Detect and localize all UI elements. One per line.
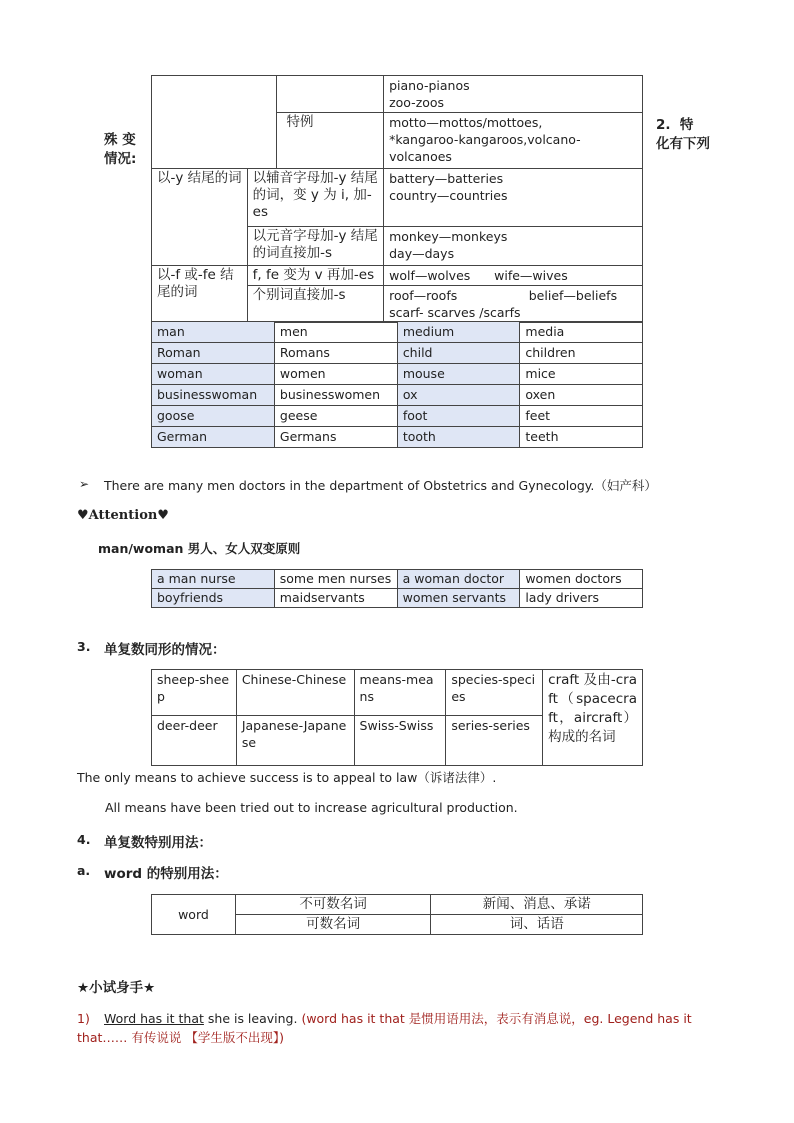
rules-group-label: 以-f 或-fe 结尾的词 [152, 266, 248, 323]
irregular-row-cell: medium [397, 322, 520, 343]
example-sentence: There are many men doctors in the department of Obstetrics and Gynecology.（妇产科） [104, 478, 657, 493]
word-usage-cell: 不可数名词 [235, 895, 431, 915]
irregular-row-cell: mice [520, 364, 643, 385]
section-3-number: 3. [77, 639, 91, 654]
right-side-label: 2. 特 化有下列 [656, 117, 710, 152]
man-woman-row-cell: lady drivers [520, 589, 643, 608]
irregular-row-cell: man [152, 322, 275, 343]
irregular-row-cell: mouse [397, 364, 520, 385]
rules-category: 以辅音字母加-y 结尾的词，变 y 为 i, 加-es [247, 169, 383, 227]
irregular-row-cell: woman [152, 364, 275, 385]
irregular-row-cell: tooth [397, 427, 520, 448]
word-usage-cell: 词、话语 [431, 915, 643, 935]
irregular-row [152, 427, 643, 448]
rules-category: 特例 [277, 113, 384, 169]
section-4-number: 4. [77, 832, 91, 847]
irregular-row-cell: feet [520, 406, 643, 427]
man-woman-table [151, 569, 643, 608]
same-form-cell: means-means [354, 670, 446, 716]
irregular-row [152, 385, 643, 406]
irregular-row [152, 364, 643, 385]
practice-sentence-rest: she is leaving. [203, 1011, 302, 1026]
irregular-row-cell: women [274, 364, 397, 385]
irregular-row-cell: Romans [274, 343, 397, 364]
same-form-cell: Japanese-Japanese [236, 716, 354, 766]
word-usage-cell: 新闻、消息、承诺 [431, 895, 643, 915]
rules-example: motto—mottos/mottoes, *kangaroo-kangaroos,volcano- volcanoes [384, 113, 643, 169]
rules-group-label: 以-y 结尾的词 [152, 169, 248, 266]
rules-cell-empty [277, 76, 384, 113]
rules-example: piano-pianos zoo-zoos [384, 76, 643, 113]
means-sentence-2: All means have been tried out to increase agricultural production. [105, 800, 518, 815]
rules-category: f, fe 变为 v 再加-es [247, 266, 383, 286]
word-usage-cell: 可数名词 [235, 915, 431, 935]
section-a-number: a. [77, 863, 91, 878]
rules-cell-empty [152, 76, 277, 169]
man-woman-rule: man/woman 男人、女人双变原则 [98, 541, 301, 556]
man-woman-row-cell: women doctors [520, 570, 643, 589]
man-woman-row-cell: women servants [397, 589, 520, 608]
irregular-row-cell: German [152, 427, 275, 448]
irregular-row [152, 343, 643, 364]
rules-example: battery—batteries country—countries [384, 169, 643, 227]
man-woman-row-cell: maidservants [274, 589, 397, 608]
irregular-row [152, 322, 643, 343]
rules-category: 个别词直接加-s [247, 286, 383, 323]
irregular-row [152, 406, 643, 427]
left-side-label: 殊 变 情况: [104, 132, 137, 167]
rules-example: roof—roofs belief—beliefs scarf- scarves /scarfs [384, 286, 643, 323]
same-form-cell: series-series [446, 716, 543, 766]
irregular-row-cell: geese [274, 406, 397, 427]
irregular-row-cell: child [397, 343, 520, 364]
section-4-title: 单复数特别用法： [104, 835, 212, 851]
man-woman-row [152, 589, 643, 608]
practice-underlined-phrase: Word has it that [104, 1011, 204, 1026]
craft-cell: craft 及由-craft（spacecraft，aircraft）构成的名词 [543, 670, 643, 766]
practice-title: ★小试身手★ [77, 980, 156, 996]
irregular-row-cell: men [274, 322, 397, 343]
practice-item-number: 1) [77, 1011, 90, 1026]
plural-rules-table [151, 75, 643, 323]
irregular-row-cell: foot [397, 406, 520, 427]
man-woman-row-cell: a man nurse [152, 570, 275, 589]
same-form-cell: deer-deer [152, 716, 237, 766]
attention-heading: ♥Attention♥ [77, 508, 169, 523]
same-form-cell: sheep-sheep [152, 670, 237, 716]
irregular-plurals-table [151, 321, 643, 448]
irregular-row-cell: children [520, 343, 643, 364]
irregular-row-cell: businesswoman [152, 385, 275, 406]
section-3-title: 单复数同形的情况： [104, 642, 226, 658]
same-form-cell: Swiss-Swiss [354, 716, 446, 766]
practice-note: (word has it that 是惯用语用法，表示有消息说，eg. Legend has it that…… 有传说说 【学生版不出现】) [77, 1011, 692, 1045]
word-label: word [152, 895, 236, 935]
irregular-row-cell: Germans [274, 427, 397, 448]
bullet-arrow-icon: ➢ [79, 477, 90, 491]
man-woman-row-cell: boyfriends [152, 589, 275, 608]
irregular-row-cell: media [520, 322, 643, 343]
same-form-cell: species-species [446, 670, 543, 716]
irregular-row-cell: Roman [152, 343, 275, 364]
man-woman-row [152, 570, 643, 589]
same-form-cell: Chinese-Chinese [236, 670, 354, 716]
practice-item [77, 1009, 717, 1047]
irregular-row-cell: oxen [520, 385, 643, 406]
irregular-row-cell: businesswomen [274, 385, 397, 406]
irregular-row-cell: teeth [520, 427, 643, 448]
man-woman-row-cell: some men nurses [274, 570, 397, 589]
rules-example: monkey—monkeys day—days [384, 227, 643, 266]
section-a-title: word 的特别用法： [104, 866, 228, 882]
word-usage-table [151, 894, 643, 935]
means-sentence-1: The only means to achieve success is to appeal to law（诉诸法律）. [77, 770, 497, 785]
rules-category: 以元音字母加-y 结尾的词直接加-s [247, 227, 383, 266]
rules-example: wolf—wolves wife—wives [384, 266, 643, 286]
irregular-row-cell: goose [152, 406, 275, 427]
man-woman-row-cell: a woman doctor [397, 570, 520, 589]
same-form-table [151, 669, 643, 766]
irregular-row-cell: ox [397, 385, 520, 406]
